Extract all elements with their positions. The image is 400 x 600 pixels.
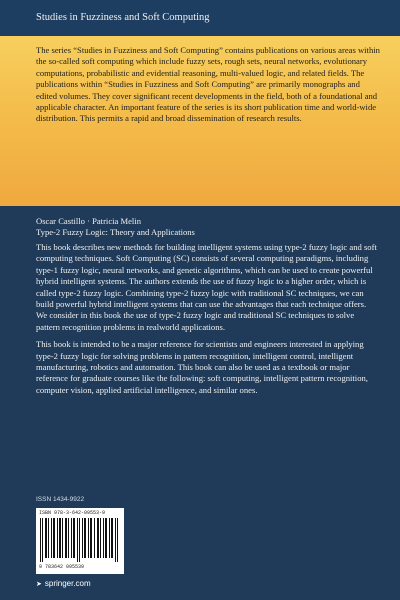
publisher-link[interactable] [36,579,91,588]
book-info-panel [0,206,400,600]
barcode-digits: 9 783642 095539 [39,564,85,570]
series-title: Studies in Fuzziness and Soft Computing [36,12,210,23]
isbn-label: ISBN 978-3-642-09553-9 [39,510,106,516]
series-description-panel [0,36,400,206]
barcode-bars-icon [40,518,120,562]
book-blurb [36,242,378,402]
publisher-label: springer.com [44,579,91,588]
blurb-paragraph-1: This book describes new methods for building intelligent systems using type-2 fuzzy logic and soft computing techniques. Soft Computing (SC) consists of several computing paradigms, including type-1 fuzzy logic, neural networks, and genetic algorithms, which can be used to create powerful hybrid intelligent systems. The authors extends the use of fuzzy logic to a higher order, which is called type-2 fuzzy logic. Combining type-2 fuzzy logic with traditional SC techniques, we can build powerful hybrid intelligent systems that can use the advantages that each technique offers. We consider in this book the use of type-2 fuzzy logic and traditional SC techniques to solve pattern recognition problems in realworld applications. [36,242,377,332]
author-title-block [36,216,376,238]
blurb-paragraph-2: This book is intended to be a major reference for scientists and engineers interested in applying type-2 fuzzy logic for solving problems in pattern recognition, intelligent control, intelligent manufacturing, robotics and automation. This book can also be used as a textbook or major reference for graduate courses like the following: soft computing, intelligent pattern recognition, computer vision, applied artificial intelligence, and similar ones. [36,339,368,395]
barcode [36,508,124,574]
series-header [0,0,400,36]
series-description: The series “Studies in Fuzziness and Soft Computing” contains publications on various areas within the so-called soft computing which include fuzzy sets, rough sets, neural networks, evolutionary computations, probabilistic and evidential reasoning, multi-valued logic, and related fields. The publications within “Studies in Fuzziness and Soft Computing” are primarily monographs and edited volumes. They cover significant recent developments in the field, both of a foundational and applicable character. An important feature of the series is its short publication time and world-wide distribution. This permits a rapid and broad dissemination of research results. [36,45,380,124]
book-title: Type-2 Fuzzy Logic: Theory and Applications [36,227,195,238]
right-arrow-icon: ➤ [36,580,42,588]
issn: ISSN 1434-9922 [36,496,85,503]
authors: Oscar Castillo · Patricia Melin [36,216,142,226]
